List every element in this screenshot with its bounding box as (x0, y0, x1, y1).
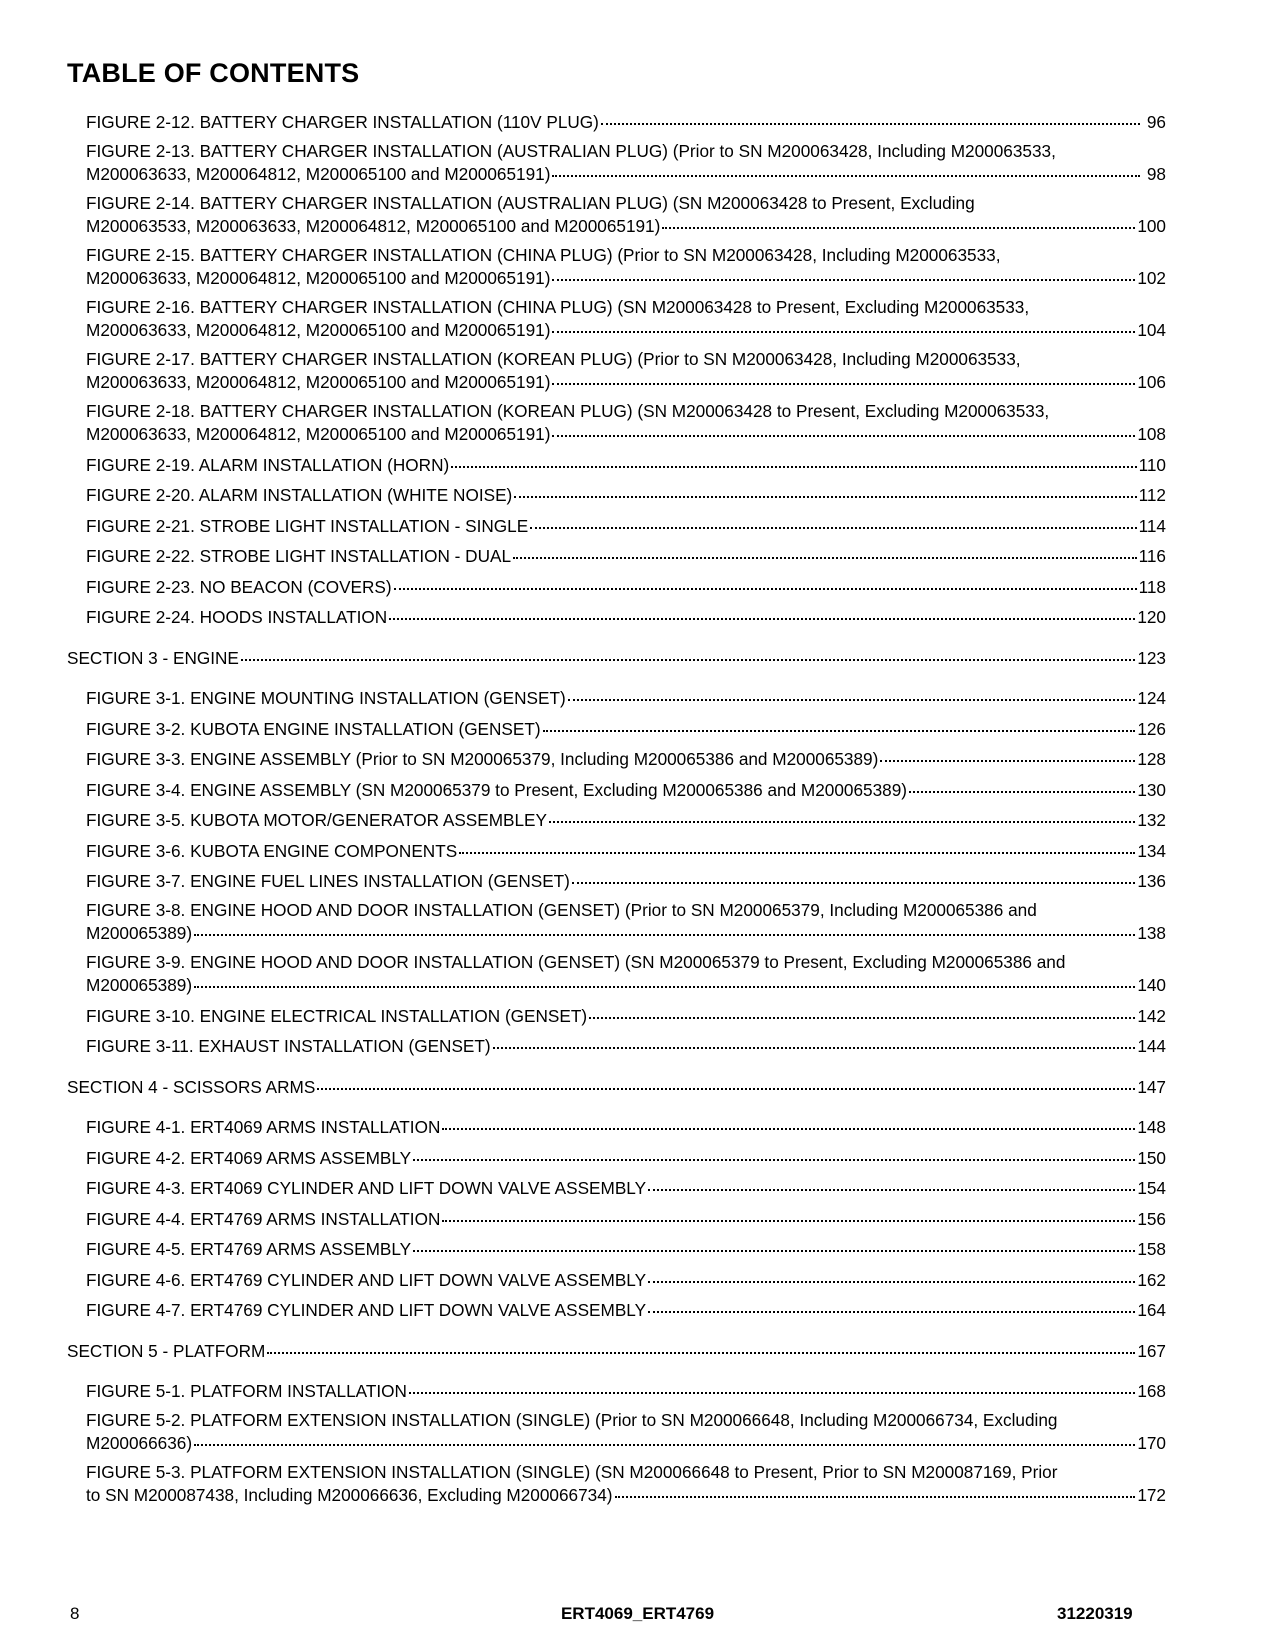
toc-entry-title: FIGURE 2-24. HOODS INSTALLATION (86, 607, 388, 627)
toc-figure-entry[interactable] (86, 1004, 1166, 1026)
toc-figure-entry[interactable] (86, 869, 1166, 891)
toc-entry-title-line: FIGURE 2-15. BATTERY CHARGER INSTALLATION (CHINA PLUG) (Prior to SN M200063428, Including M200063533, (86, 244, 1001, 265)
toc-entry-title: FIGURE 2-23. NO BEACON (COVERS) (86, 576, 392, 597)
toc-entry-title: FIGURE 3-5. KUBOTA MOTOR/GENERATOR ASSEMBLEY (86, 810, 547, 830)
toc-entry-title: M200065389) (86, 923, 193, 943)
toc-entry-page-number: 162 (1137, 1269, 1166, 1290)
toc-figure-entry[interactable] (86, 808, 1166, 830)
toc-entry-title: SECTION 3 - ENGINE (67, 647, 239, 668)
toc-entry-title: M200063533, M200063633, M200064812, M200065100 and M200065191) (86, 216, 661, 236)
toc-entry-title: SECTION 5 - PLATFORM (67, 1340, 266, 1361)
toc-entry-title: FIGURE 2-20. ALARM INSTALLATION (WHITE NOISE) (86, 485, 513, 505)
toc-figure-entry[interactable] (86, 1034, 1166, 1056)
dot-leader (589, 1001, 1135, 1019)
toc-figure-entry[interactable] (86, 110, 1166, 132)
toc-figure-entry[interactable] (86, 1462, 1166, 1505)
toc-entry-page-number: 116 (1138, 546, 1166, 566)
toc-entry-page-number: 114 (1138, 515, 1166, 536)
toc-figure-entry[interactable] (86, 1379, 1166, 1401)
toc-entry-title: FIGURE 4-5. ERT4769 ARMS ASSEMBLY (86, 1239, 412, 1259)
dot-leader (543, 714, 1136, 732)
dot-leader (442, 1204, 1135, 1222)
toc-entry-page-number: 120 (1137, 607, 1166, 627)
dot-leader (389, 602, 1135, 620)
toc-entry-page-number: 172 (1137, 1485, 1166, 1505)
toc-figure-entry[interactable] (86, 141, 1166, 184)
dot-leader (648, 1295, 1135, 1313)
toc-entry-title: M200063633, M200064812, M200065100 and M200065191) (86, 268, 551, 288)
footer-model: ERT4069_ERT4769 (560, 1604, 715, 1623)
toc-figure-entry[interactable] (86, 747, 1166, 769)
page-title: TABLE OF CONTENTS (67, 58, 360, 88)
toc-entry-page-number: 168 (1137, 1381, 1166, 1401)
toc-entry-title: FIGURE 2-12. BATTERY CHARGER INSTALLATION (110V PLUG) (86, 112, 599, 132)
toc-figure-entry[interactable] (86, 297, 1166, 340)
toc-entry-title-line: FIGURE 5-3. PLATFORM EXTENSION INSTALLATION (SINGLE) (SN M200066648 to Present, Prior to SN M200087169, Prior (86, 1461, 1058, 1482)
toc-figure-entry[interactable] (86, 193, 1166, 236)
toc-entry-title-line: FIGURE 3-8. ENGINE HOOD AND DOOR INSTALLATION (GENSET) (Prior to SN M200065379, Including M200065386 and (86, 899, 1037, 920)
toc-entry-title: M200063633, M200064812, M200065100 and M200065191) (86, 424, 551, 444)
dot-leader (451, 450, 1136, 468)
toc-entry-title: FIGURE 4-6. ERT4769 CYLINDER AND LIFT DOWN VALVE ASSEMBLY (86, 1269, 647, 1290)
toc-figure-entry[interactable] (86, 686, 1166, 708)
toc-figure-entry[interactable] (86, 245, 1166, 288)
dot-leader (530, 511, 1136, 529)
dot-leader (601, 107, 1140, 125)
toc-entry-title: FIGURE 3-11. EXHAUST INSTALLATION (GENSET) (86, 1036, 491, 1056)
dot-leader (552, 159, 1140, 177)
dot-leader (568, 683, 1136, 701)
toc-entry-page-number: 167 (1137, 1340, 1166, 1361)
toc-entry-page-number: 154 (1137, 1178, 1166, 1198)
footer-doc-number: 31220319 (1057, 1604, 1133, 1623)
toc-entry-page-number: 102 (1137, 268, 1166, 288)
dot-leader (413, 1143, 1135, 1161)
toc-entry-title: M200063633, M200064812, M200065100 and M200065191) (86, 164, 551, 184)
dot-leader (880, 744, 1135, 762)
toc-entry-page-number: 96 (1146, 112, 1166, 132)
toc-figure-entry[interactable] (86, 1176, 1166, 1198)
toc-entry-title-line: FIGURE 2-18. BATTERY CHARGER INSTALLATION (KOREAN PLUG) (SN M200063428 to Present, Excluding M200063533, (86, 400, 1050, 421)
toc-figure-entry[interactable] (86, 349, 1166, 392)
dot-leader (241, 643, 1135, 661)
toc-entry-title: FIGURE 3-1. ENGINE MOUNTING INSTALLATION (GENSET) (86, 688, 566, 708)
toc-figure-entry[interactable] (86, 1237, 1166, 1259)
dot-leader (572, 866, 1135, 884)
toc-entry-title: M200063633, M200064812, M200065100 and M200065191) (86, 372, 551, 392)
toc-entry-page-number: 98 (1146, 164, 1166, 184)
toc-entry-page-number: 134 (1137, 840, 1166, 861)
toc-entry-page-number: 123 (1137, 647, 1166, 668)
toc-figure-entry[interactable] (86, 605, 1166, 627)
dot-leader (514, 480, 1136, 498)
dot-leader (493, 1031, 1136, 1049)
toc-entry-title-line: FIGURE 5-2. PLATFORM EXTENSION INSTALLATION (SINGLE) (Prior to SN M200066648, Including M200066734, Excluding (86, 1409, 1058, 1430)
toc-entry-title-line: FIGURE 2-17. BATTERY CHARGER INSTALLATION (KOREAN PLUG) (Prior to SN M200063428, Including M200063533, (86, 348, 1021, 369)
toc-entry-page-number: 150 (1137, 1147, 1166, 1168)
toc-entry-page-number: 130 (1137, 779, 1166, 800)
toc-figure-entry[interactable] (86, 483, 1166, 505)
dot-leader (648, 1173, 1135, 1191)
toc-entry-title: FIGURE 4-1. ERT4069 ARMS INSTALLATION (86, 1117, 441, 1137)
toc-entry-page-number: 128 (1137, 749, 1166, 769)
toc-section-entry[interactable] (67, 1075, 1166, 1097)
toc-entry-title: FIGURE 3-10. ENGINE ELECTRICAL INSTALLATION (GENSET) (86, 1005, 588, 1026)
dot-leader (662, 211, 1135, 229)
dot-leader (394, 572, 1137, 590)
toc-figure-entry[interactable] (86, 839, 1166, 861)
toc-entry-title-line: FIGURE 2-14. BATTERY CHARGER INSTALLATION (AUSTRALIAN PLUG) (SN M200063428 to Present, Excluding (86, 192, 975, 213)
toc-figure-entry[interactable] (86, 1146, 1166, 1168)
toc-section-entry[interactable] (67, 1339, 1166, 1361)
toc-entry-title: M200065389) (86, 975, 193, 995)
toc-entry-title: FIGURE 5-1. PLATFORM INSTALLATION (86, 1381, 407, 1401)
toc-entry-title-line: FIGURE 3-9. ENGINE HOOD AND DOOR INSTALLATION (GENSET) (SN M200065379 to Present, Excluding M200065386 and (86, 951, 1066, 972)
dot-leader (267, 1336, 1135, 1354)
toc-entry-title: FIGURE 4-4. ERT4769 ARMS INSTALLATION (86, 1208, 441, 1229)
toc-entry-title: FIGURE 3-6. KUBOTA ENGINE COMPONENTS (86, 840, 458, 861)
dot-leader (615, 1480, 1136, 1498)
toc-entry-title: FIGURE 2-19. ALARM INSTALLATION (HORN) (86, 454, 450, 475)
toc-figure-entry[interactable] (86, 544, 1166, 566)
toc-entry-page-number: 118 (1138, 576, 1166, 597)
dot-leader (552, 263, 1135, 281)
toc-entry-page-number: 124 (1137, 688, 1166, 708)
toc-figure-entry[interactable] (86, 514, 1166, 536)
toc-figure-entry[interactable] (86, 900, 1166, 943)
toc-entry-page-number: 126 (1137, 718, 1166, 739)
dot-leader (552, 315, 1135, 333)
toc-entry-page-number: 138 (1137, 923, 1166, 943)
dot-leader (317, 1072, 1135, 1090)
toc-figure-entry[interactable] (86, 453, 1166, 475)
dot-leader (194, 1428, 1135, 1446)
toc-entry-page-number: 104 (1137, 320, 1166, 340)
toc-entry-page-number: 156 (1137, 1208, 1166, 1229)
toc-figure-entry[interactable] (86, 401, 1166, 444)
toc-entry-title: FIGURE 3-7. ENGINE FUEL LINES INSTALLATION (GENSET) (86, 871, 570, 891)
toc-entry-title: FIGURE 4-3. ERT4069 CYLINDER AND LIFT DOWN VALVE ASSEMBLY (86, 1178, 647, 1198)
toc-figure-entry[interactable] (86, 1410, 1166, 1453)
toc-figure-entry[interactable] (86, 717, 1166, 739)
dot-leader (459, 836, 1135, 854)
toc-figure-entry[interactable] (86, 778, 1166, 800)
toc-entry-page-number: 158 (1137, 1239, 1166, 1259)
toc-entry-title: to SN M200087438, Including M200066636, Excluding M200066734) (86, 1485, 613, 1505)
toc-entry-page-number: 164 (1137, 1300, 1166, 1320)
dot-leader (413, 1234, 1135, 1252)
toc-figure-entry[interactable] (86, 1268, 1166, 1290)
toc-entry-title: M200066636) (86, 1433, 193, 1453)
dot-leader (549, 805, 1135, 823)
toc-entry-title: FIGURE 2-22. STROBE LIGHT INSTALLATION - DUAL (86, 546, 512, 566)
dot-leader (909, 775, 1135, 793)
toc-entry-title: SECTION 4 - SCISSORS ARMS (67, 1076, 316, 1097)
dot-leader (409, 1376, 1135, 1394)
toc-entry-title-line: FIGURE 2-13. BATTERY CHARGER INSTALLATION (AUSTRALIAN PLUG) (Prior to SN M200063428, Including M200063533, (86, 140, 1056, 161)
toc-figure-entry[interactable] (86, 952, 1166, 995)
dot-leader (194, 918, 1135, 936)
toc-entry-page-number: 132 (1137, 810, 1166, 830)
dot-leader (513, 541, 1137, 559)
dot-leader (552, 419, 1135, 437)
toc-entry-page-number: 106 (1137, 372, 1166, 392)
toc-entry-title: FIGURE 4-7. ERT4769 CYLINDER AND LIFT DOWN VALVE ASSEMBLY (86, 1300, 647, 1320)
toc-entry-page-number: 144 (1137, 1036, 1166, 1056)
dot-leader (648, 1265, 1135, 1283)
toc-entry-page-number: 108 (1137, 424, 1166, 444)
toc-figure-entry[interactable] (86, 1115, 1166, 1137)
toc-entry-page-number: 136 (1137, 871, 1166, 891)
toc-entry-title: M200063633, M200064812, M200065100 and M200065191) (86, 320, 551, 340)
toc-entry-title: FIGURE 2-21. STROBE LIGHT INSTALLATION - SINGLE (86, 515, 529, 536)
toc-entry-title: FIGURE 4-2. ERT4069 ARMS ASSEMBLY (86, 1147, 412, 1168)
dot-leader (194, 970, 1135, 988)
toc-entry-title: FIGURE 3-3. ENGINE ASSEMBLY (Prior to SN M200065379, Including M200065386 and M200065389) (86, 749, 879, 769)
dot-leader (442, 1112, 1135, 1130)
toc-entry-page-number: 147 (1137, 1076, 1166, 1097)
toc-entry-page-number: 110 (1138, 454, 1166, 475)
toc-entry-title-line: FIGURE 2-16. BATTERY CHARGER INSTALLATION (CHINA PLUG) (SN M200063428 to Present, Excluding M200063533, (86, 296, 1030, 317)
toc-entry-page-number: 142 (1137, 1005, 1166, 1026)
toc-entry-title: FIGURE 3-2. KUBOTA ENGINE INSTALLATION (GENSET) (86, 718, 541, 739)
toc-entry-page-number: 100 (1137, 216, 1166, 236)
toc-entry-title: FIGURE 3-4. ENGINE ASSEMBLY (SN M200065379 to Present, Excluding M200065386 and M200065389) (86, 779, 908, 800)
toc-entry-page-number: 148 (1137, 1117, 1166, 1137)
footer-page-number: 8 (70, 1604, 80, 1623)
toc-entry-page-number: 140 (1137, 975, 1166, 995)
toc-figure-entry[interactable] (86, 1207, 1166, 1229)
dot-leader (552, 367, 1135, 385)
toc-entry-page-number: 170 (1137, 1433, 1166, 1453)
toc-section-entry[interactable] (67, 646, 1166, 668)
toc-figure-entry[interactable] (86, 1298, 1166, 1320)
toc-entry-page-number: 112 (1138, 485, 1166, 505)
toc-figure-entry[interactable] (86, 575, 1166, 597)
